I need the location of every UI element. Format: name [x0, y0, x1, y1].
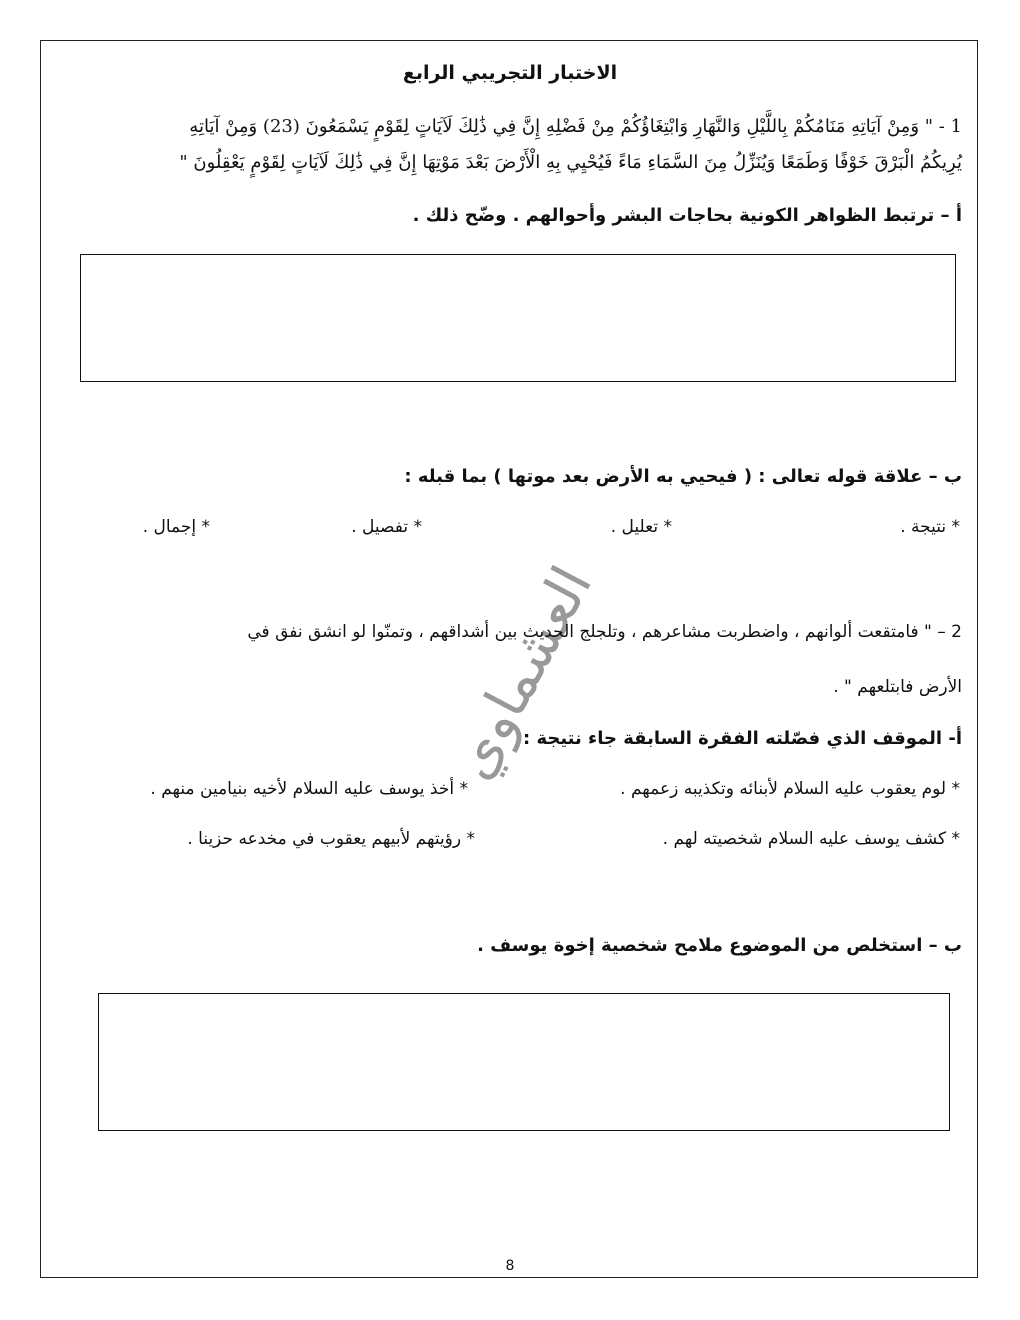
q1-option-2[interactable]: * تعليل . [610, 517, 672, 537]
q2-passage-line-1: 2 – " فامتقعت ألوانهم ، واضطربت مشاعرهم ، وتلجلج الحديث بين أشداقهم ، وتمنّوا لو انشق نفق في [247, 622, 962, 642]
page-number: 8 [505, 1258, 515, 1274]
q1-part-a-answer-box[interactable] [80, 254, 956, 382]
watermark: العشماوي [439, 556, 606, 790]
q1-option-4[interactable]: * إجمال . [142, 517, 210, 537]
q2-part-a-question: أ- الموقف الذي فصّلته الفقرة السابقة جاء نتيجة : [522, 728, 962, 749]
q1-option-1[interactable]: * نتيجة . [900, 517, 960, 537]
q1-part-b-question: ب – علاقة قوله تعالى : ( فيحيي به الأرض بعد موتها ) بما قبله : [404, 466, 962, 487]
q1-verse-line-2: يُرِيكُمُ الْبَرْقَ خَوْفًا وَطَمَعًا وَيُنَزِّلُ مِنَ السَّمَاءِ مَاءً فَيُحْيِي بِهِ الْأَرْضَ بَعْدَ مَوْتِهَا إِنَّ فِي ذَٰلِكَ لَآيَاتٍ لِقَوْمٍ يَعْقِلُونَ " [179, 152, 962, 173]
q2-part-b-question: ب – استخلص من الموضوع ملامح شخصية إخوة يوسف . [477, 935, 962, 956]
q2-option-3[interactable]: * كشف يوسف عليه السلام شخصيته لهم . [662, 829, 960, 849]
q1-part-a-question: أ – ترتبط الظواهر الكونية بحاجات البشر وأحوالهم . وضّح ذلك . [412, 205, 962, 226]
q1-verse-line-1: 1 - " وَمِنْ آيَاتِهِ مَنَامُكُمْ بِاللَّيْلِ وَالنَّهَارِ وَابْتِغَاؤُكُمْ مِنْ فَضْلِهِ إِنَّ فِي ذَٰلِكَ لَآيَاتٍ لِقَوْمٍ يَسْمَعُونَ (23) وَمِنْ آيَاتِهِ [189, 116, 962, 137]
q2-part-b-answer-box[interactable] [98, 993, 950, 1131]
q1-option-3[interactable]: * تفصيل . [351, 517, 422, 537]
q2-passage-line-2: الأرض فابتلعهم " . [833, 677, 962, 697]
q2-option-4[interactable]: * رؤيتهم لأبيهم يعقوب في مخدعه حزينا . [187, 829, 475, 849]
q2-option-2[interactable]: * أخذ يوسف عليه السلام لأخيه بنيامين منهم . [150, 779, 468, 799]
q2-option-1[interactable]: * لوم يعقوب عليه السلام لأبنائه وتكذيبه زعمهم . [620, 779, 960, 799]
page-title: الاختبار التجريبي الرابع [402, 62, 618, 84]
